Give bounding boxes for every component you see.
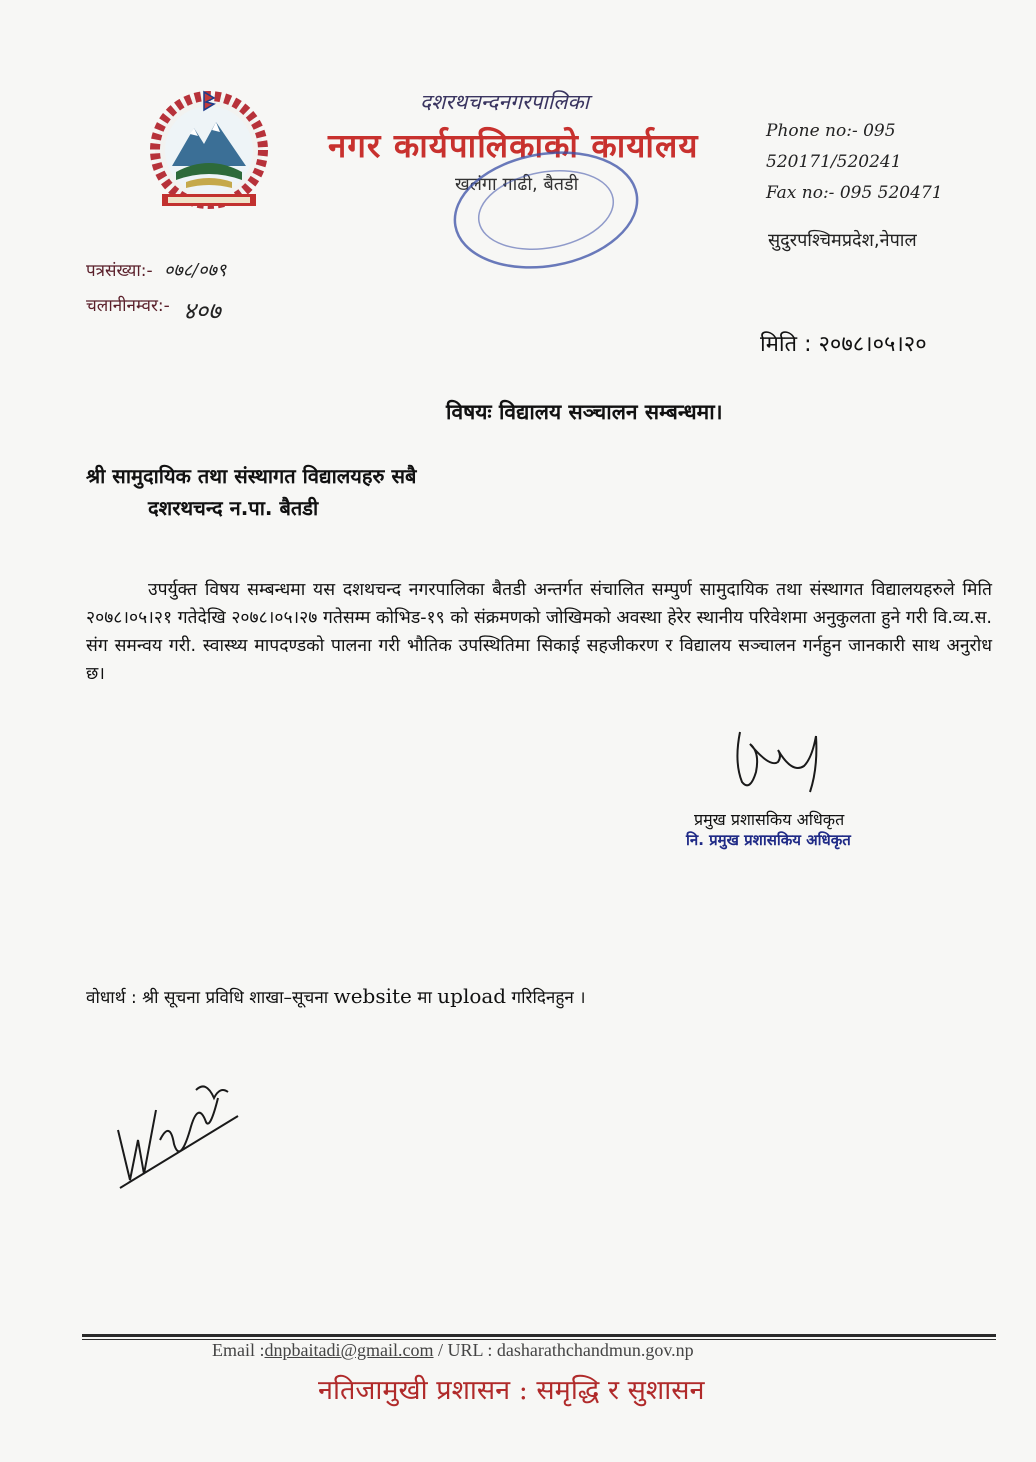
email-link[interactable]: dnpbaitadi@gmail.com xyxy=(264,1340,434,1360)
cc-website: website xyxy=(333,984,412,1008)
handwritten-signature xyxy=(720,722,840,802)
letter-body-text: उपर्युक्त विषय सम्बन्धमा यस दशथचन्द नगरपालिका बैतडी अन्तर्गत संचालित सम्पुर्ण सामुदायिक तथा संस्थागत विद्यालयहरुले मिति २०७८।०५।२१ गतेदेखि २०७८।०५।२७ गतेसम्म कोभिड-१९ को संक्रमणको जोखिमको अवस्था हेरेर स्थानीय परिवेशमा अनुकुलता हुने गरी वि.व्य.स. संग समन्वय गरी. स्वास्थ्य मापदण्डको पालना गरी भौतिक उपस्थितिमा सिकाई सहजीकरण र विद्यालय सञ्चालन गर्नहुन जानकारी साथ अनुरोध छ। xyxy=(86,580,992,684)
letter-number-label: पत्रसंख्या:- xyxy=(86,261,153,281)
footer-motto: नतिजामुखी प्रशासन : समृद्धि र सुशासन xyxy=(318,1375,705,1406)
url-separator: / URL : xyxy=(433,1340,497,1360)
nepal-emblem-icon xyxy=(142,88,276,218)
province-text: सुदुरपश्चिमप्रदेश,नेपाल xyxy=(768,230,917,251)
fax-line: Fax no:- 095 520471 xyxy=(766,183,943,203)
letter-number xyxy=(86,258,226,282)
website-url[interactable]: dasharathchandmun.gov.np xyxy=(496,1340,694,1360)
recipient-line-1: श्री सामुदायिक तथा संस्थागत विद्यालयहरु सबै xyxy=(86,464,417,488)
office-name: नगर कार्यपालिकाको कार्यालय xyxy=(328,126,699,165)
handwritten-initials xyxy=(110,1070,240,1190)
signatory-stamp: नि. प्रमुख प्रशासकिय अधिकृत xyxy=(686,831,851,849)
letter-body xyxy=(86,576,992,688)
recipient-line-2: दशरथचन्द न.पा. बैतडी xyxy=(148,496,319,520)
letter-subject: विषयः विद्यालय सञ्चालन सम्बन्धमा। xyxy=(446,400,723,424)
dispatch-number-label: चलानीनम्वर:- xyxy=(86,296,170,316)
office-address: खलंगा गाढी, बैतडी xyxy=(455,174,579,195)
footer-rule xyxy=(82,1334,996,1337)
dispatch-number-value: ४०७ xyxy=(183,297,221,325)
letter-number-value: ०७८/०७९ xyxy=(164,260,227,281)
cc-ma: मा xyxy=(411,988,438,1008)
signatory-title: प्रमुख प्रशासकिय अधिकृत xyxy=(694,810,845,829)
letter-date: मिति : २०७८।०५।२० xyxy=(760,332,927,357)
footer-contact xyxy=(212,1340,694,1361)
email-label: Email : xyxy=(212,1340,265,1360)
cc-prefix: वोधार्थ : श्री सूचना प्रविधि शाखा–सूचना xyxy=(86,988,334,1008)
cc-line xyxy=(86,984,586,1008)
municipality-name: दशरथचन्दनगरपालिका xyxy=(420,90,590,114)
phone-line-1: Phone no:- 095 xyxy=(766,121,896,141)
cc-suffix: गरिदिनहुन । xyxy=(506,988,586,1008)
dispatch-number xyxy=(86,286,221,325)
office-seal-stamp xyxy=(446,140,646,280)
cc-upload: upload xyxy=(437,984,507,1008)
phone-line-2: 520171/520241 xyxy=(766,152,902,172)
contact-block xyxy=(766,116,966,209)
